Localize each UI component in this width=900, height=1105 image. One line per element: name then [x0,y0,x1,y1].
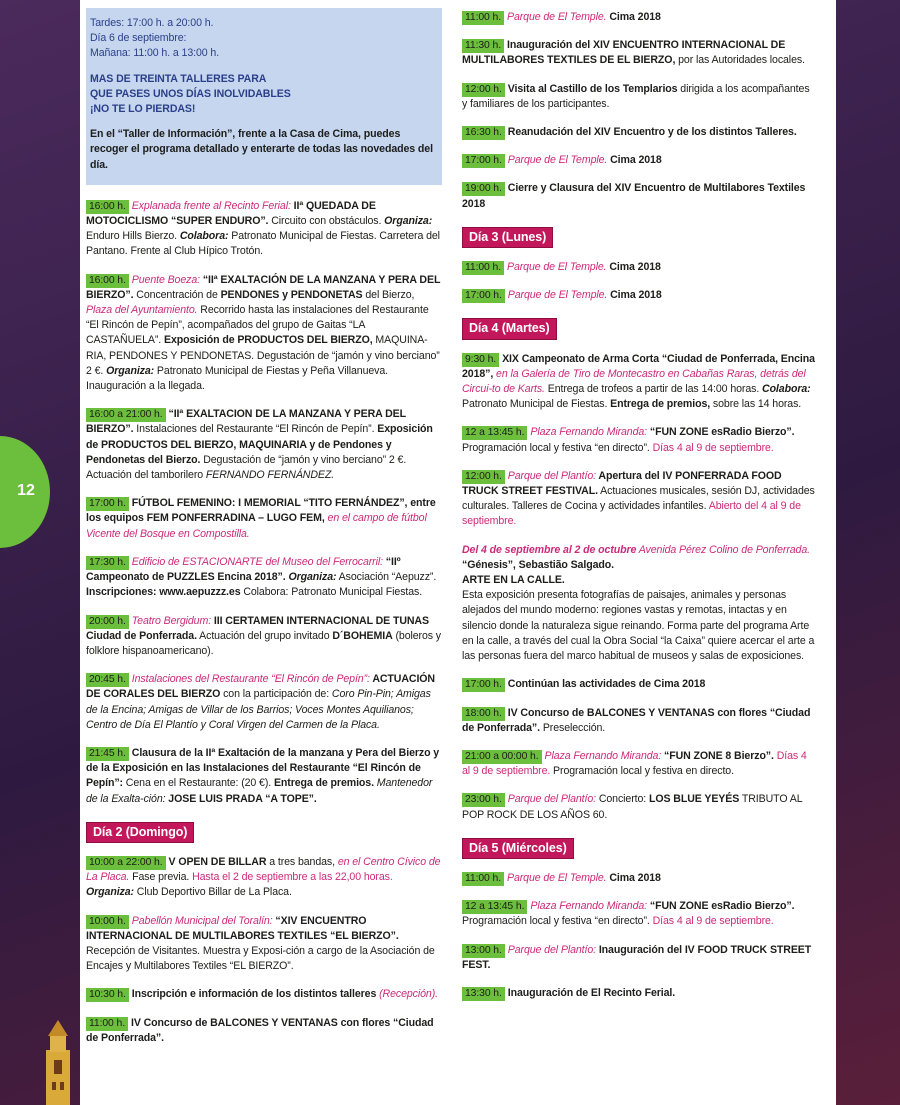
event-dates: Días 4 al 9 de septiembre. [652,441,774,454]
event-title: Cima 2018 [606,871,661,884]
event-text: Patronato Municipal de Fiestas. Carretera del Pantano. Frente al Club Hípico Trotón. [86,230,440,258]
event-time: 20:45 h. [86,673,129,687]
event-place: Parque del Plantío: [507,793,596,806]
event-text: Fase previa. [129,871,193,884]
info-promo [90,72,438,118]
event-text: Circuito con obstáculos. [268,215,385,228]
event-time: 13:30 h. [462,987,505,1001]
event-text: por las Autoridades locales. [675,54,805,67]
event-place: Plaza Fernando Miranda: [530,426,648,439]
event-title: Entrega de premios. [273,777,374,790]
event-text: Concierto: [595,793,649,806]
event-text: Patronato Municipal de Fiestas. [462,398,611,411]
event-title: Cima 2018 [607,289,662,302]
event-text: Actuaciones musicales, sesión DJ, actividades culturales. Talleres de Cocina y actividades infantiles. [462,485,815,513]
event-time: 12:00 h. [462,83,505,97]
event-place: Parque de El Temple. [507,154,608,167]
event-text: Mantenedor de la Exalta-ción: [86,777,433,805]
event-time: 13:00 h. [462,944,505,958]
event-entry [462,677,817,692]
event-time: 17:00 h. [86,497,129,511]
event-title: LOS BLUE YEYÉS [648,793,740,806]
event-title: “XIV ENCUENTRO INTERNACIONAL DE MULTILABORES TEXTILES “EL BIERZO”. [86,914,399,942]
event-entry [462,38,817,68]
event-label: Organiza: [106,364,155,377]
event-time: 16:30 h. [462,126,505,140]
event-place: Teatro Bergidum: [131,614,212,627]
event-title: FÚTBOL FEMENINO: I MEMORIAL “TITO FERNÁNDEZ”, entre los equipos FEM PONFERRADINA – LUGO FEM, [86,497,436,525]
event-dates: Del 4 de septiembre al 2 de octubre [462,543,637,556]
event-entry [86,855,442,901]
event-text: MAQUINA-RIA, PENDONES Y PENDONETAS. Degustación de “jamón y vino berciano” 2 €. [86,334,440,377]
page-number: 12 [17,482,35,499]
day-heading: Día 5 (Miércoles) [462,838,574,859]
event-time: 16:00 a 21:00 h. [86,408,166,422]
event-text: dirigida a los acompañantes y familiares de los participantes. [462,82,810,110]
event-label: Colabora: [179,230,229,243]
event-time: 16:00 h. [86,274,129,288]
event-entry [462,986,817,1001]
event-entry [462,792,817,822]
event-title: ACTUACIÓN DE CORALES DEL BIERZO [86,673,435,701]
event-entry [86,199,442,260]
event-title: Cierre y Clausura del XIV Encuentro de Multilabores Textiles 2018 [462,182,806,210]
event-time: 12 a 13:45 h. [462,900,527,914]
event-entry [462,288,817,303]
event-time: 21:00 a 00:00 h. [462,750,542,764]
event-place: Parque de El Temple. [506,11,607,23]
event-title: XIX Campeonato de Arma Corta “Ciudad de Ponferrada, Encina 2018”, [462,352,815,380]
event-label: Colabora: [762,383,811,396]
event-dates: Abierto del 4 al 9 de septiembre. [462,500,801,528]
event-title: Cima 2018 [606,261,661,274]
event-text: Preselección. [539,721,606,734]
event-text: Asociación “Aepuzz”. [336,571,437,584]
event-title: Entrega de premios, [610,398,711,411]
event-title: V OPEN DE BILLAR [168,855,267,868]
event-place: Parque de El Temple. [507,289,608,302]
event-entry [462,706,817,736]
event-time: 11:00 h. [462,11,504,25]
event-text: Recorrido hasta las instalaciones del Restaurante “El Rincón de Pepín”, acompañados del grupo de Gaitas “LA CASTAÑUELA”. [86,304,429,347]
promo-line: QUE PASES UNOS DÍAS INOLVIDABLES [90,87,291,100]
event-place: Plaza del Ayuntamiento. [86,304,198,317]
event-title: PENDONES y PENDONETAS [220,288,363,301]
event-title: “Génesis”, Sebastião Salgado. [462,558,614,571]
event-text: a tres bandas, [266,855,338,868]
event-title: Inscripción e información de los distintos talleres [131,988,377,1001]
event-place: Parque del Plantío: [507,469,596,482]
event-text: Coro Pin-Pin; Amigas de la Encina; Amigas de Villar de los Barrios; Voces Montes Aquilianos; Centro de Día El Plantío y Coral Virgen del Carmen de la Placa. [86,688,431,731]
event-title: Visita al Castillo de los Templarios [507,82,678,95]
event-label: Organiza: [86,886,134,899]
event-entry [86,407,442,483]
event-text: Cena en el Restaurante: (20 €). [122,777,274,790]
event-time: 20:00 h. [86,615,129,629]
event-dates: Días 4 al 9 de septiembre. [652,915,774,928]
event-entry [86,672,442,733]
event-place: Parque de El Temple. [506,261,607,274]
event-entry [462,260,817,275]
event-time: 12:00 h. [462,470,505,484]
event-label: Organiza: [288,571,337,584]
event-entry [462,181,817,211]
event-title: “IIª EXALTACION DE LA MANZANA Y PERA DEL BIERZO”. [86,408,406,436]
event-text: Concentración de [133,288,221,301]
event-title: Inauguración del XIV ENCUENTRO INTERNACIONAL DE MULTILABORES TEXTILES DE EL BIERZO, [462,39,786,67]
event-entry [462,749,817,779]
event-time: 17:00 h. [462,678,505,692]
event-place: Avenida Pérez Colino de Ponferrada. [636,543,810,556]
event-entry [86,614,442,660]
event-time: 17:00 h. [462,154,505,168]
event-title: IV Concurso de BALCONES Y VENTANAS con flores “Ciudad de Ponferrada”. [86,1016,434,1044]
event-text: Programación local y festiva “en directo”. [462,915,653,928]
event-entry [462,125,817,140]
event-time: 11:00 h. [86,1017,128,1031]
event-title: Exposición de PRODUCTOS DEL BIERZO, MAQUINARIA y de Pendones y Pendonetas del Bierzo. [86,423,433,466]
event-label: Organiza: [384,215,433,228]
event-time: 10:00 h. [86,915,129,929]
event-entry [86,273,442,395]
event-time: 11:00 h. [462,872,504,886]
event-time: 17:30 h. [86,556,129,570]
info-line: Tardes: 17:00 h. a 20:00 h. [90,17,214,29]
event-text: Enduro Hills Bierzo. [86,230,180,243]
event-title: Inauguración de El Recinto Ferial. [507,986,676,999]
event-place: Explanada frente al Recinto Ferial: [131,199,291,212]
event-text: Patronato Municipal de Fiestas y Peña Villanueva. Inauguración a la llegada. [86,364,388,393]
event-place: en el Centro Cívico de La Placa. [86,855,441,884]
event-title: Cima 2018 [606,11,661,23]
event-title: “IIº Campeonato de PUZZLES Encina 2018”. [86,555,401,584]
event-place: Instalaciones del Restaurante “El Rincón de Pepín”: [131,673,370,686]
event-place: (Recepción). [376,988,438,1001]
event-text: (boleros y folklore hispanoamericano). [86,629,441,657]
event-time: 10:00 a 22:00 h. [86,856,166,870]
event-text: Degustación de “jamón y vino berciano” 2 €. Actuación del tamborilero [86,453,407,482]
event-text: TRIBUTO AL POP ROCK DE LOS AÑOS 60. [462,793,803,821]
event-time: 17:00 h. [462,289,505,303]
event-title: “IIª EXALTACIÓN DE LA MANZANA Y PERA DEL BIERZO”. [86,273,441,301]
day-heading: Día 2 (Domingo) [86,822,194,843]
event-place: en el campo de fútbol Vicente del Bosque en Compostilla. [86,512,427,540]
event-title: Exposición de PRODUCTOS DEL BIERZO, [161,334,373,347]
event-dates: Hasta el 2 de septiembre a las 22,00 horas. [192,871,393,884]
event-text: sobre las 14 horas. [710,398,802,411]
info-note: En el “Taller de Información”, frente a la Casa de Cima, puedes recoger el programa detallado y enterarte de todas las novedades del día. [90,128,433,171]
event-text: del Bierzo, [362,288,415,301]
event-time: 23:00 h. [462,793,505,807]
event-title: Apertura del IV PONFERRADA FOOD TRUCK STREET FESTIVAL. [462,469,782,498]
promo-line: MAS DE TREINTA TALLERES PARA [90,72,267,85]
event-entry [462,153,817,168]
day-heading: Día 4 (Martes) [462,318,557,339]
event-title: IV Concurso de BALCONES Y VENTANAS con flores “Ciudad de Ponferrada”. [462,706,811,734]
event-text: Actuación del grupo invitado [196,629,333,642]
event-entry [462,352,817,413]
tower-illustration-icon [38,1020,78,1105]
event-title: D´BOHEMIA [332,629,393,642]
event-text: Instalaciones del Restaurante “El Rincón de Pepín”. [133,423,378,436]
event-text: FERNANDO FERNÁNDEZ. [205,469,335,482]
event-title: ARTE EN LA CALLE. [462,574,565,587]
event-entry [462,943,817,973]
event-title: “FUN ZONE esRadio Bierzo”. [647,426,795,439]
event-text: Programación local y festiva en directo. [550,765,734,778]
info-line: Día 6 de septiembre: [90,32,187,45]
event-entry [462,10,817,25]
event-title: Reanudación del XIV Encuentro y de los distintos Talleres. [507,126,797,139]
event-time: 9:30 h. [462,353,499,367]
event-entry [462,469,817,530]
right-column [462,10,817,1014]
event-entry [86,914,442,975]
event-place: Edificio de ESTACIONARTE del Museo del Ferrocarril: [131,555,383,568]
event-text: Programación local y festiva “en directo”. [462,441,653,454]
event-text: Entrega de trofeos a partir de las 14:00 horas. [544,383,763,396]
event-time: 11:30 h. [462,39,504,53]
event-entry [462,899,817,929]
event-place: Parque del Plantío: [507,943,596,956]
event-place: en la Galería de Tiro de Montecastro en Cabañas Raras, detrás del Circui-to de Karts. [462,367,806,396]
event-title: “FUN ZONE 8 Bierzo”. [661,749,774,762]
event-place: Plaza Fernando Miranda: [530,900,648,913]
event-entry [462,871,817,886]
event-text: Colabora: Patronato Municipal Fiestas. [240,586,423,599]
event-title: Inscripciones: www.aepuzzz.es [86,586,241,599]
event-entry [462,543,817,665]
event-time: 16:00 h. [86,200,129,214]
event-title: Cima 2018 [607,154,662,167]
event-text: Recepción de Visitantes. Muestra y Exposi-ción a cargo de la Asociación de Encajes y Multilabores Textiles “EL BIERZO”. [86,944,435,973]
event-time: 10:30 h. [86,988,129,1002]
event-title: Inauguración del IV FOOD TRUCK STREET FEST. [462,943,812,971]
event-time: 11:00 h. [462,261,504,275]
event-place: Pabellón Municipal del Toralín: [131,914,273,927]
event-title: Clausura de la IIª Exaltación de la manzana y Pera del Bierzo y de la Exposición en las Instalaciones del Restaurante “El Rincón de Pepín”: [86,746,440,790]
event-entry [86,746,442,807]
event-place: Puente Boeza: [131,273,200,286]
event-title: JOSE LUIS PRADA “A TOPE”. [165,792,317,805]
event-entry [86,496,442,542]
day-heading: Día 3 (Lunes) [462,227,553,248]
info-box [86,8,442,185]
event-text: con la participación de: [220,688,332,701]
event-entry [462,82,817,112]
event-title: III CERTAMEN INTERNACIONAL DE TUNAS Ciudad de Ponferrada. [86,614,429,642]
event-title: Continúan las actividades de Cima 2018 [507,678,706,691]
event-time: 12 a 13:45 h. [462,426,527,440]
event-place: Plaza Fernando Miranda: [544,749,662,762]
event-dates: Días 4 al 9 de septiembre. [462,749,807,778]
event-time: 21:45 h. [86,747,129,761]
event-entry [86,555,442,601]
event-entry [86,1016,442,1046]
left-column [86,0,442,1059]
event-place: Parque de El Temple. [506,871,607,884]
event-time: 18:00 h. [462,707,505,721]
event-title: IIª QUEDADA DE MOTOCICLISMO “SUPER ENDURO”. [86,199,376,228]
event-entry [462,425,817,455]
info-line: Mañana: 11:00 h. a 13:00 h. [90,47,220,60]
promo-line: ¡NO TE LO PIERDAS! [90,103,196,116]
event-entry [86,987,442,1002]
event-time: 19:00 h. [462,182,505,196]
event-title: “FUN ZONE esRadio Bierzo”. [647,900,795,913]
event-text: Club Deportivo Billar de La Placa. [133,886,292,899]
event-text: Esta exposición presenta fotografías de paisajes, animales y personas alejados del mundo moderno: regiones vastas y remotas, intactas y en silencio donde la naturaleza sigue reinando. Forma parte del programa Arte en la calle, a través del cual la Obra Social “la Caixa” quiere acercar el arte a las personas fuera del marco habitual de museos y salas de exposiciones. [462,589,815,663]
